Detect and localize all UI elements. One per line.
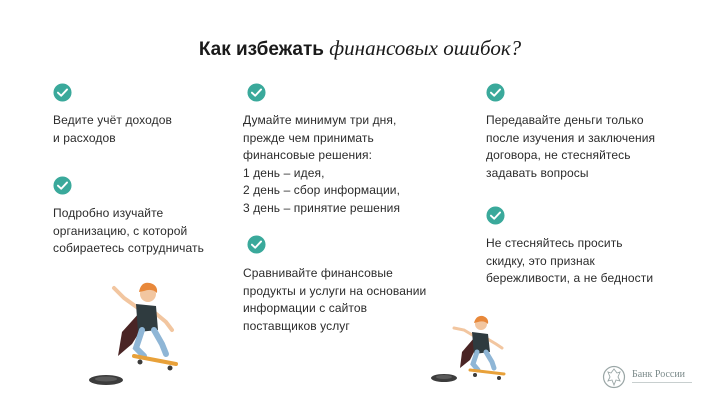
tip-line: 1 день – идея, <box>243 165 325 180</box>
tip-line: Передавайте деньги только <box>486 113 644 127</box>
tip-track-income <box>53 112 172 147</box>
tip-line: информации с сайтов <box>243 301 368 315</box>
tip-line: поставщиков услуг <box>243 318 350 333</box>
skateboarder-illustration <box>78 272 190 392</box>
tip-line: после изучения и заключения <box>486 130 656 145</box>
tip-line: договора, не стесняйтесь <box>486 148 631 162</box>
page-title <box>0 36 720 61</box>
tip-study-organization <box>53 205 204 258</box>
tip-line: скидку, это признак <box>486 253 595 268</box>
check-circle-icon <box>486 83 505 102</box>
bank-of-russia-label: Банк России <box>632 369 686 380</box>
bank-of-russia-logo <box>602 365 702 389</box>
title-italic: финансовых ошибок? <box>329 36 522 60</box>
tip-transfer-money <box>486 112 655 182</box>
skateboarder-illustration <box>430 312 520 394</box>
title-bold: Как избежать <box>198 39 324 60</box>
tip-line: организацию, с которой <box>53 223 188 238</box>
check-circle-icon <box>247 235 266 254</box>
bank-of-russia-emblem-icon <box>602 365 628 389</box>
tip-line: 2 день – сбор информации, <box>243 183 401 197</box>
check-circle-icon <box>53 83 72 102</box>
tip-line: продукты и услуги на основании <box>243 283 427 298</box>
tip-line: задавать вопросы <box>486 165 589 180</box>
logo-divider <box>632 382 692 383</box>
tip-line: 3 день – принятие решения <box>243 200 401 215</box>
tip-line: и расходов <box>53 130 116 145</box>
tip-compare-products <box>243 265 426 335</box>
tip-line: финансовые решения: <box>243 148 373 162</box>
tip-think-three-days <box>243 112 400 217</box>
tip-line: Ведите учёт доходов <box>53 113 173 127</box>
check-circle-icon <box>247 83 266 102</box>
check-circle-icon <box>53 176 72 195</box>
tip-line: собираетесь сотрудничать <box>53 241 204 255</box>
tip-line: Подробно изучайте <box>53 206 164 220</box>
tip-line: бережливости, а не бедности <box>486 271 654 285</box>
tip-line: Думайте минимум три дня, <box>243 113 397 127</box>
check-circle-icon <box>486 206 505 225</box>
tip-line: Не стесняйтесь просить <box>486 236 623 250</box>
tip-line: прежде чем принимать <box>243 130 374 145</box>
tip-ask-discount <box>486 235 653 288</box>
tip-line: Сравнивайте финансовые <box>243 266 393 280</box>
